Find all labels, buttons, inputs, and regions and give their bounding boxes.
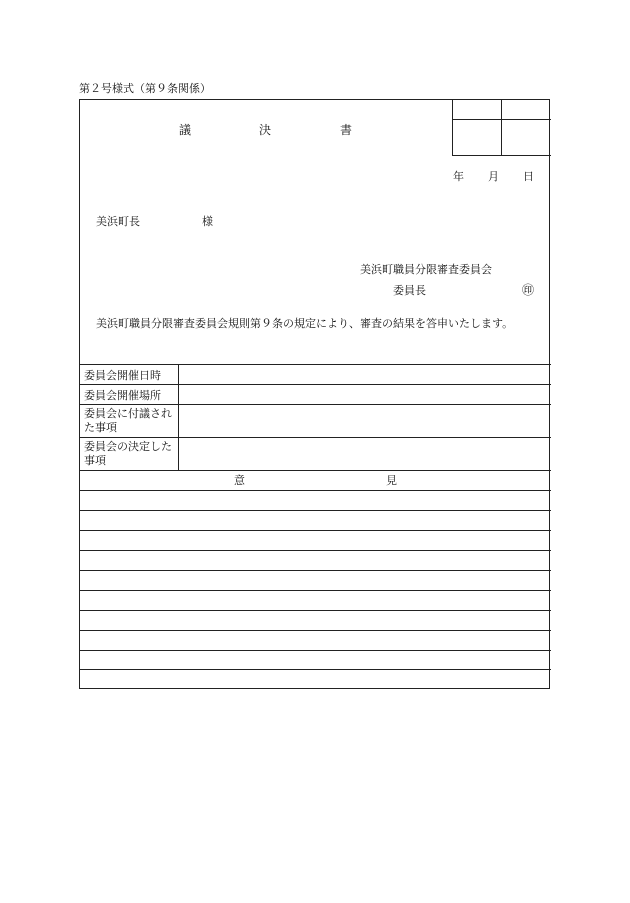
table-label-meeting-datetime: 委員会開催日時 <box>84 369 161 382</box>
table-value-decided-matters[interactable] <box>180 438 549 470</box>
date-month-label: 月 <box>488 170 499 183</box>
opinion-line[interactable] <box>81 611 548 630</box>
sender-chair: 委員長 <box>393 284 426 297</box>
date-day-label: 日 <box>523 170 534 183</box>
opinion-line[interactable] <box>81 491 548 510</box>
table-label-referred-matters: 委員会に付議された事項 <box>84 407 172 434</box>
body-text: 美浜町職員分限審査委員会規則第９条の規定により、審査の結果を答申いたします。 <box>96 317 514 330</box>
opinion-header-char-1: 意 <box>234 474 245 487</box>
sender-committee: 美浜町職員分限審査委員会 <box>360 263 492 276</box>
opinion-header-char-2: 見 <box>386 474 397 487</box>
document-title-char-2: 決 <box>259 123 272 137</box>
table-row-rule <box>79 470 551 471</box>
seal-mark-icon: ㊞ <box>522 283 535 297</box>
document-title-char-1: 議 <box>179 123 192 137</box>
table-value-referred-matters[interactable] <box>180 405 549 437</box>
opinion-line[interactable] <box>81 551 548 570</box>
opinion-line[interactable] <box>81 591 548 610</box>
date-year-label: 年 <box>453 170 464 183</box>
addressee-honorific: 様 <box>202 215 213 228</box>
table-value-meeting-place[interactable] <box>180 385 549 404</box>
opinion-line[interactable] <box>81 651 548 669</box>
label-column-divider <box>178 364 179 470</box>
opinion-line[interactable] <box>81 571 548 590</box>
addressee-name: 美浜町長 <box>96 215 140 228</box>
opinion-line[interactable] <box>81 511 548 530</box>
table-label-decided-matters: 委員会の決定した事項 <box>84 440 172 467</box>
opinion-line[interactable] <box>81 670 548 688</box>
table-value-meeting-datetime[interactable] <box>180 365 549 384</box>
table-label-meeting-place: 委員会開催場所 <box>84 389 161 402</box>
opinion-line[interactable] <box>81 531 548 550</box>
document-title-char-3: 書 <box>340 123 353 137</box>
form-caption: 第２号様式（第９条関係） <box>79 82 211 95</box>
opinion-line[interactable] <box>81 631 548 650</box>
